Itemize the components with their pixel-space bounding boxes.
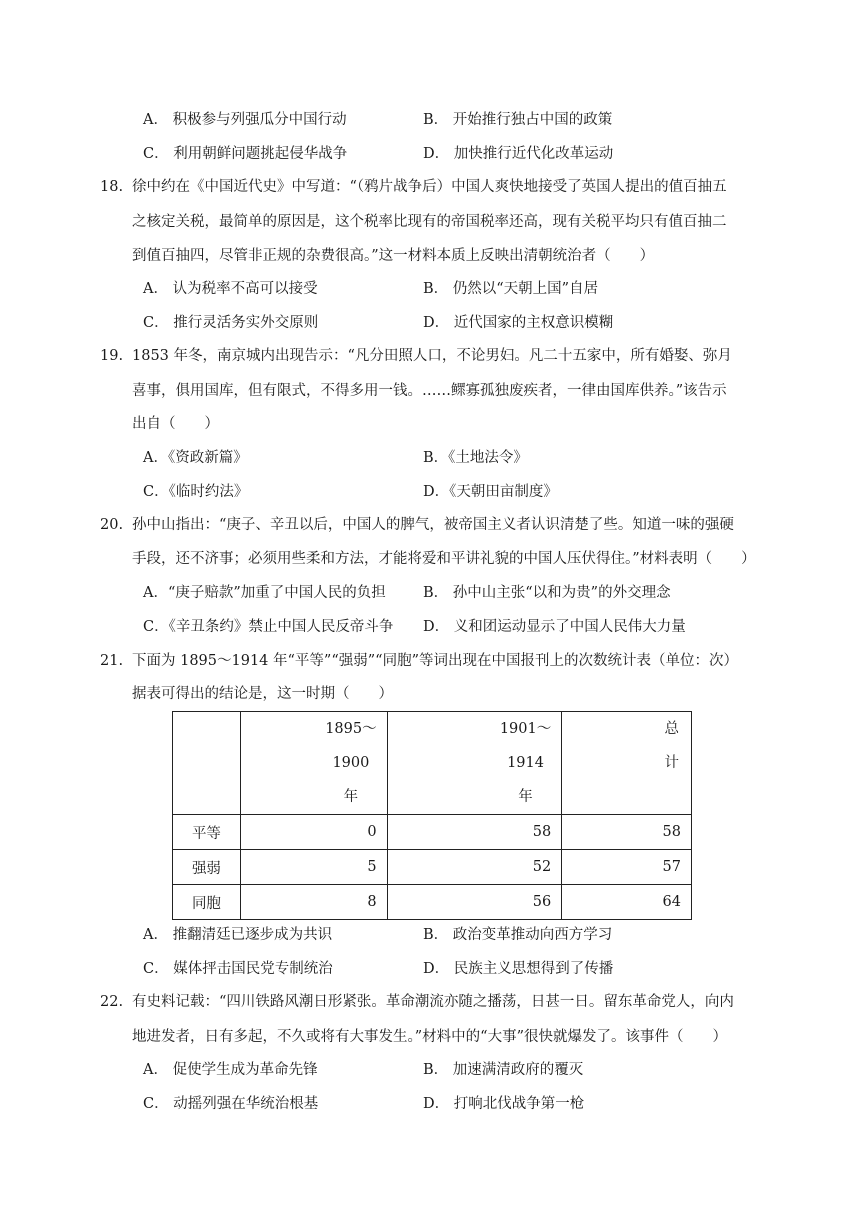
q19-stem-line: 1853 年冬，南京城内出现告示：“凡分田照人口，不论男妇。凡二十五家中，所有婚娶、弥月 — [132, 348, 732, 364]
q22-stem-line: 地进发者，日有多起，不久或将有大事发生。”材料中的“大事”很快就爆发了。该事件（ ） — [132, 1029, 727, 1045]
q21-option-c[interactable]: C． 媒体抨击国民党专制统治 — [143, 961, 333, 977]
row-label: 同胞 — [173, 885, 241, 920]
cell-total: 57 — [562, 850, 692, 885]
q22-option-a[interactable]: A． 促使学生成为革命先锋 — [143, 1062, 318, 1078]
q17-option-d[interactable]: D． 加快推行近代化改革运动 — [423, 146, 614, 162]
q21-stem-line: 据表可得出的结论是，这一时期（ ） — [132, 686, 393, 702]
q20-stem-line: 孙中山指出：“庚子、辛丑以后，中国人的脾气，被帝国主义者认识清楚了些。知道一味的强硬 — [132, 517, 734, 533]
q19-option-a[interactable]: A．《资政新篇》 — [143, 450, 248, 466]
cell-total: 58 — [562, 815, 692, 850]
q17-option-b[interactable]: B． 开始推行独占中国的政策 — [423, 112, 613, 128]
q19-stem-line: 出自（ ） — [132, 416, 219, 432]
q18-stem-line: 到值百抽四，尽管非正规的杂费很高。”这一材料本质上反映出清朝统治者（ ） — [132, 248, 655, 264]
q20-option-b[interactable]: B． 孙中山主张“以和为贵”的外交理念 — [423, 585, 671, 601]
q21-stem-line: 下面为 1895～1914 年“平等”“强弱”“同胞”等词出现在中国报刊上的次数统计表（单位：次） — [132, 653, 738, 669]
q19-stem-line: 喜事，俱用国库，但有限式，不得多用一钱。……鳏寡孤独废疾者，一律由国库供养。”该告示 — [132, 383, 727, 399]
header-total: 总 计 — [562, 712, 692, 815]
table-row — [173, 885, 692, 920]
q21-option-b[interactable]: B． 政治变革推动向西方学习 — [423, 927, 613, 943]
cell-total: 64 — [562, 885, 692, 920]
q19-number: 19. — [100, 348, 124, 364]
table-header-row — [173, 712, 692, 815]
q21-number: 21. — [100, 653, 124, 669]
q18-stem-line: 徐中约在《中国近代史》中写道：“（鸦片战争后）中国人爽快地接受了英国人提出的值百抽五 — [132, 179, 727, 195]
table-row — [173, 815, 692, 850]
word-frequency-table — [172, 711, 692, 920]
cell-value: 0 — [240, 815, 387, 850]
q21-option-a[interactable]: A． 推翻清廷已逐步成为共识 — [143, 927, 333, 943]
row-label: 平等 — [173, 815, 241, 850]
header-1895-1900: 1895～ 1900 年 — [240, 712, 387, 815]
table-corner-cell — [173, 712, 241, 815]
q21-option-d[interactable]: D． 民族主义思想得到了传播 — [423, 961, 614, 977]
q20-stem-line: 手段，还不济事；必须用些柔和方法，才能将爱和平讲礼貌的中国人压伏得住。”材料表明（ ） — [132, 551, 756, 567]
q22-stem-line: 有史料记载：“四川铁路风潮日形紧张。革命潮流亦随之播荡，日甚一日。留东革命党人，向内 — [132, 994, 734, 1010]
q22-option-d[interactable]: D． 打响北伐战争第一枪 — [423, 1096, 585, 1112]
cell-value: 8 — [240, 885, 387, 920]
q18-option-c[interactable]: C． 推行灵活务实外交原则 — [143, 315, 319, 331]
q19-option-b[interactable]: B．《土地法令》 — [423, 450, 528, 466]
q17-option-a[interactable]: A． 积极参与列强瓜分中国行动 — [143, 112, 347, 128]
q22-number: 22. — [100, 994, 124, 1010]
q18-option-b[interactable]: B． 仍然以“天朝上国”自居 — [423, 281, 599, 297]
q18-number: 18. — [100, 179, 124, 195]
cell-value: 58 — [387, 815, 562, 850]
q20-option-a[interactable]: A．“庚子赔款”加重了中国人民的负担 — [143, 585, 386, 601]
cell-value: 56 — [387, 885, 562, 920]
row-label: 强弱 — [173, 850, 241, 885]
q18-option-a[interactable]: A． 认为税率不高可以接受 — [143, 281, 318, 297]
q18-option-d[interactable]: D． 近代国家的主权意识模糊 — [423, 315, 614, 331]
q22-option-c[interactable]: C． 动摇列强在华统治根基 — [143, 1096, 319, 1112]
q20-option-c[interactable]: C．《辛丑条约》禁止中国人民反帝斗争 — [143, 619, 394, 635]
q20-option-d[interactable]: D． 义和团运动显示了中国人民伟大力量 — [423, 619, 686, 635]
q17-option-c[interactable]: C． 利用朝鲜问题挑起侵华战争 — [143, 146, 348, 162]
table-row — [173, 850, 692, 885]
q20-number: 20. — [100, 517, 124, 533]
q19-option-c[interactable]: C．《临时约法》 — [143, 484, 249, 500]
q22-option-b[interactable]: B． 加速满清政府的覆灭 — [423, 1062, 584, 1078]
cell-value: 52 — [387, 850, 562, 885]
cell-value: 5 — [240, 850, 387, 885]
header-1901-1914: 1901～ 1914 年 — [387, 712, 562, 815]
q19-option-d[interactable]: D．《天朝田亩制度》 — [423, 484, 558, 500]
q18-stem-line: 之核定关税，最简单的原因是，这个税率比现有的帝国税率还高，现有关税平均只有值百抽二 — [132, 214, 727, 230]
